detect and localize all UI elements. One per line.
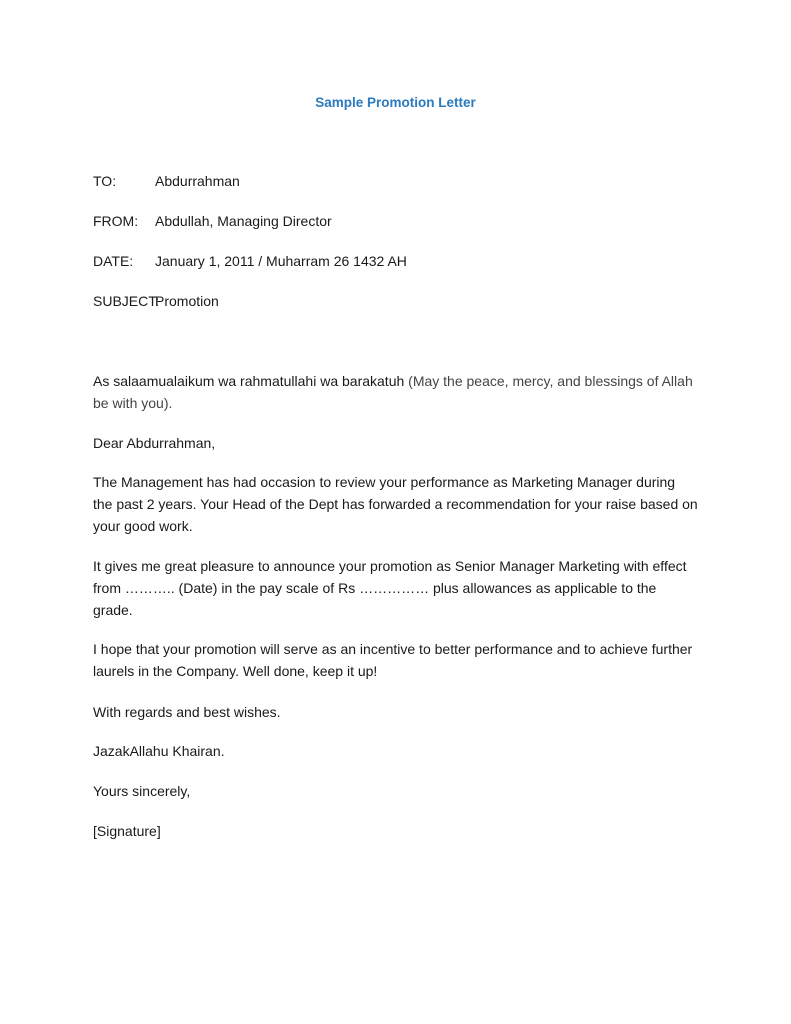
from-label: FROM:: [93, 213, 139, 229]
signature: [Signature]: [93, 823, 161, 839]
paragraph-promotion: It gives me great pleasure to announce your promotion as Senior Manager Marketing with effect from ……….. (Date) in the pay scale of Rs …………… plus allowances as applicable to the grade.: [93, 558, 687, 618]
greeting-paragraph: [93, 370, 698, 414]
greeting-arabic: As salaamualaikum wa rahmatullahi wa barakatuh: [93, 373, 409, 389]
paragraph-review: The Management has had occasion to review your performance as Marketing Manager during the past 2 years. Your Head of the Dept has forwarded a recommendation for your raise based on your good work.: [93, 474, 698, 534]
paragraph-incentive: I hope that your promotion will serve as an incentive to better performance and to achieve further laurels in the Company. Well done, keep it up!: [93, 641, 693, 679]
letter-title: Sample Promotion Letter: [315, 95, 476, 110]
subject-row: [93, 290, 693, 312]
closing: Yours sincerely,: [93, 783, 191, 799]
greeting-translation: (May the peace, mercy, and blessings of Allah be with you).: [93, 373, 693, 411]
from-value: Abdullah, Managing Director: [155, 213, 332, 229]
subject-label: SUBJECT:: [93, 293, 160, 309]
salutation: Dear Abdurrahman,: [93, 435, 216, 451]
from-row: [93, 210, 693, 232]
date-value: January 1, 2011 / Muharram 26 1432 AH: [155, 253, 407, 269]
date-label: DATE:: [93, 253, 134, 269]
to-label: TO:: [93, 173, 117, 189]
subject-value: Promotion: [155, 293, 219, 309]
thanks: JazakAllahu Khairan.: [93, 743, 225, 759]
regards: With regards and best wishes.: [93, 704, 281, 720]
to-row: [93, 170, 693, 192]
date-row: [93, 250, 693, 272]
to-value: Abdurrahman: [155, 173, 240, 189]
